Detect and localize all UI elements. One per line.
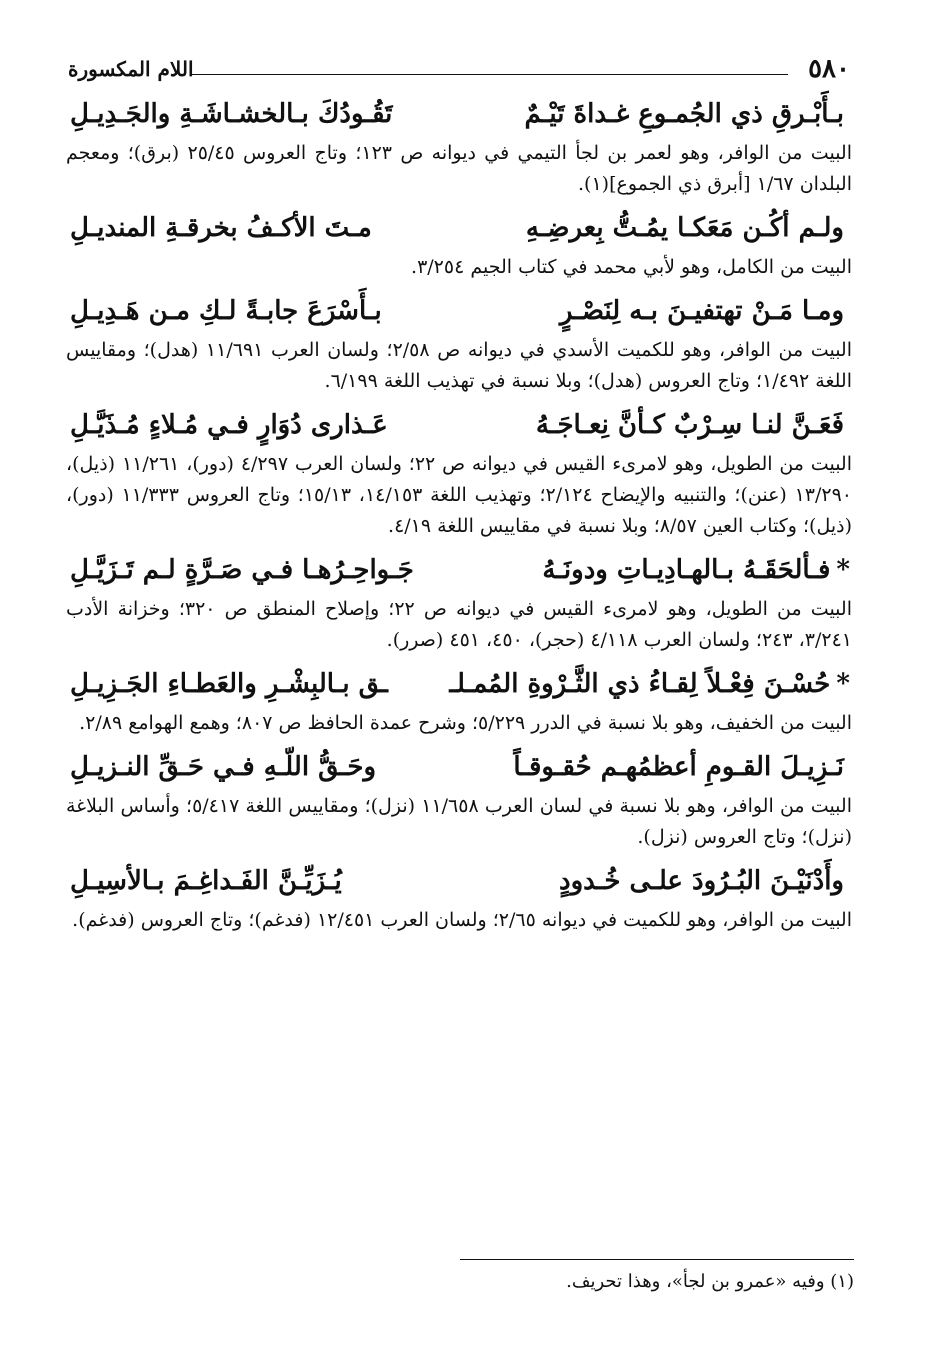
verse-second-hemistich: تَقُـودُكَ بـالخشـاشَـةِ والجَـدِيـلِ — [70, 99, 393, 129]
verse-commentary: البيت من الوافر، وهو للكميت في ديوانه ٢/٦٥؛ ولسان العرب ١٢/٤٥١ (فدغم)؛ وتاج العروس (فدغم). — [72, 909, 852, 931]
verse-second-hemistich: مـتَ الأكـفُ بخرقـةِ المنديـلِ — [70, 213, 372, 243]
verse-first-hemistich — [526, 206, 850, 250]
verse-line — [66, 206, 854, 250]
verse-line — [66, 548, 854, 592]
verse-line — [66, 92, 854, 136]
verse-line — [66, 289, 854, 333]
verse-entry — [66, 92, 854, 200]
verse-first-hemistich — [542, 548, 850, 592]
verse-entry — [66, 662, 854, 739]
hemistich-text: وأَدْنَيْـنَ البُـرُودَ علـى خُـدودٍ — [559, 866, 844, 896]
hemistich-text: ومـا مَـنْ تهتفيـنَ بـه لِنَصْـرٍ — [559, 296, 844, 326]
verse-second-hemistich: جَـواحِـرُهـا فـي صَـرَّةٍ لـم تَـزَيَّـلِ — [70, 555, 414, 585]
verse-second-hemistich: عَـذارى دُوَارٍ فـي مُـلاءٍ مُـذَيَّـلِ — [70, 410, 388, 440]
verse-entry — [66, 859, 854, 936]
hemistich-text: حُسْـنَ فِعْـلاً لِقـاءُ ذي الثَّـرْوةِ المُمـلـ — [449, 669, 831, 699]
verse-entry — [66, 206, 854, 283]
verse-line — [66, 403, 854, 447]
verse-first-hemistich — [560, 289, 850, 333]
page-content — [66, 92, 854, 942]
verse-second-hemistich: بـأَسْرَعَ جابـةً لـكِ مـن هَـدِيـلِ — [70, 296, 382, 326]
verse-second-hemistich: وحَـقُّ اللّـهِ فـي حَـقِّ النـزيـلِ — [70, 752, 377, 782]
star-marker: * — [836, 669, 850, 699]
verse-entry — [66, 403, 854, 542]
verse-first-hemistich — [524, 92, 850, 136]
verse-commentary: البيت من الطويل، وهو لامرىء القيس في ديوانه ص ٢٢؛ وإصلاح المنطق ص ٣٢٠؛ وخزانة الأدب ٣/٢٤١، ٢٤٣؛ ولسان العرب ٤/١١٨ (حجر)، ٤٥٠، ٤٥١ (صرر). — [66, 598, 852, 651]
hemistich-text: فَعَـنَّ لنـا سِـرْبٌ كـأنَّ نِعـاجَـهُ — [535, 410, 844, 440]
hemistich-text: نَـزِيـلَ القـومِ أعظمُهـم حُقـوقـاً — [513, 752, 844, 782]
verse-commentary: البيت من الوافر، وهو للكميت الأسدي في ديوانه ص ٢/٥٨؛ ولسان العرب ١١/٦٩١ (هدل)؛ ومقاييس اللغة ١/٤٩٢؛ وتاج العروس (هدل)؛ وبلا نسبة في تهذيب اللغة ٦/١٩٩. — [66, 339, 852, 392]
verse-first-hemistich — [449, 662, 850, 706]
verse-commentary: البيت من الطويل، وهو لامرىء القيس في ديوانه ص ٢٢؛ ولسان العرب ٤/٢٩٧ (دور)، ١١/٢٦١ (ذيل)، ١٣/٢٩٠ (عنن)؛ والتنبيه والإيضاح ٢/١٢٤؛ وتهذيب اللغة ١٤/١٥٣، ١٥/١٣؛ وتاج العروس ١١/٣٣٣ (دور)، (ذيل)؛ وكتاب العين ٨/٥٧؛ وبلا نسبة في مقاييس اللغة ٤/١٩. — [66, 453, 853, 537]
verse-entry — [66, 745, 854, 853]
hemistich-text: فـألحَقَـهُ بـالهـادِيـاتِ ودونَـهُ — [542, 555, 831, 585]
verse-first-hemistich — [536, 403, 850, 447]
page-number: ٥٨٠ — [808, 54, 850, 84]
verse-first-hemistich — [513, 745, 850, 789]
hemistich-text: ولـم أكُـن مَعَكـا يمُـتُّ بِعرضِـهِ — [525, 213, 844, 243]
verse-entry — [66, 289, 854, 397]
verse-second-hemistich: ـق بـالبِشْـرِ والعَطـاءِ الجَـزِيـلِ — [70, 669, 388, 699]
footnote: (١) وفيه «عمرو بن لجأ»، وهذا تحريف. — [566, 1271, 854, 1292]
verse-second-hemistich: يُـزَيِّـنَّ الفَـداغِـمَ بـالأسِيـلِ — [70, 866, 342, 896]
footnote-separator — [460, 1259, 854, 1260]
hemistich-text: بـأَبْـرقِ ذي الجُمـوعِ غـداةَ تَيْـمٌ — [524, 99, 844, 129]
page-header — [68, 52, 850, 86]
star-marker: * — [836, 555, 850, 585]
verse-commentary: البيت من الخفيف، وهو بلا نسبة في الدرر ٥/٢٢٩؛ وشرح عمدة الحافظ ص ٨٠٧؛ وهمع الهوامع ٢/٨٩. — [79, 712, 852, 734]
verse-entry — [66, 548, 854, 656]
verse-commentary: البيت من الوافر، وهو لعمر بن لجأ التيمي في ديوانه ص ١٢٣؛ وتاج العروس ٢٥/٤٥ (برق)؛ ومعجم البلدان ١/٦٧ [أبرق ذي الجموع](١). — [66, 142, 852, 195]
verse-line — [66, 859, 854, 903]
verse-line — [66, 745, 854, 789]
header-rule — [192, 74, 788, 75]
verse-commentary: البيت من الكامل، وهو لأبي محمد في كتاب الجيم ٣/٢٥٤. — [411, 256, 852, 278]
verse-first-hemistich — [559, 859, 850, 903]
verse-commentary: البيت من الوافر، وهو بلا نسبة في لسان العرب ١١/٦٥٨ (نزل)؛ ومقاييس اللغة ٥/٤١٧؛ وأساس البلاغة (نزل)؛ وتاج العروس (نزل). — [66, 795, 852, 848]
running-title: اللام المكسورة — [68, 57, 194, 81]
verse-line — [66, 662, 854, 706]
